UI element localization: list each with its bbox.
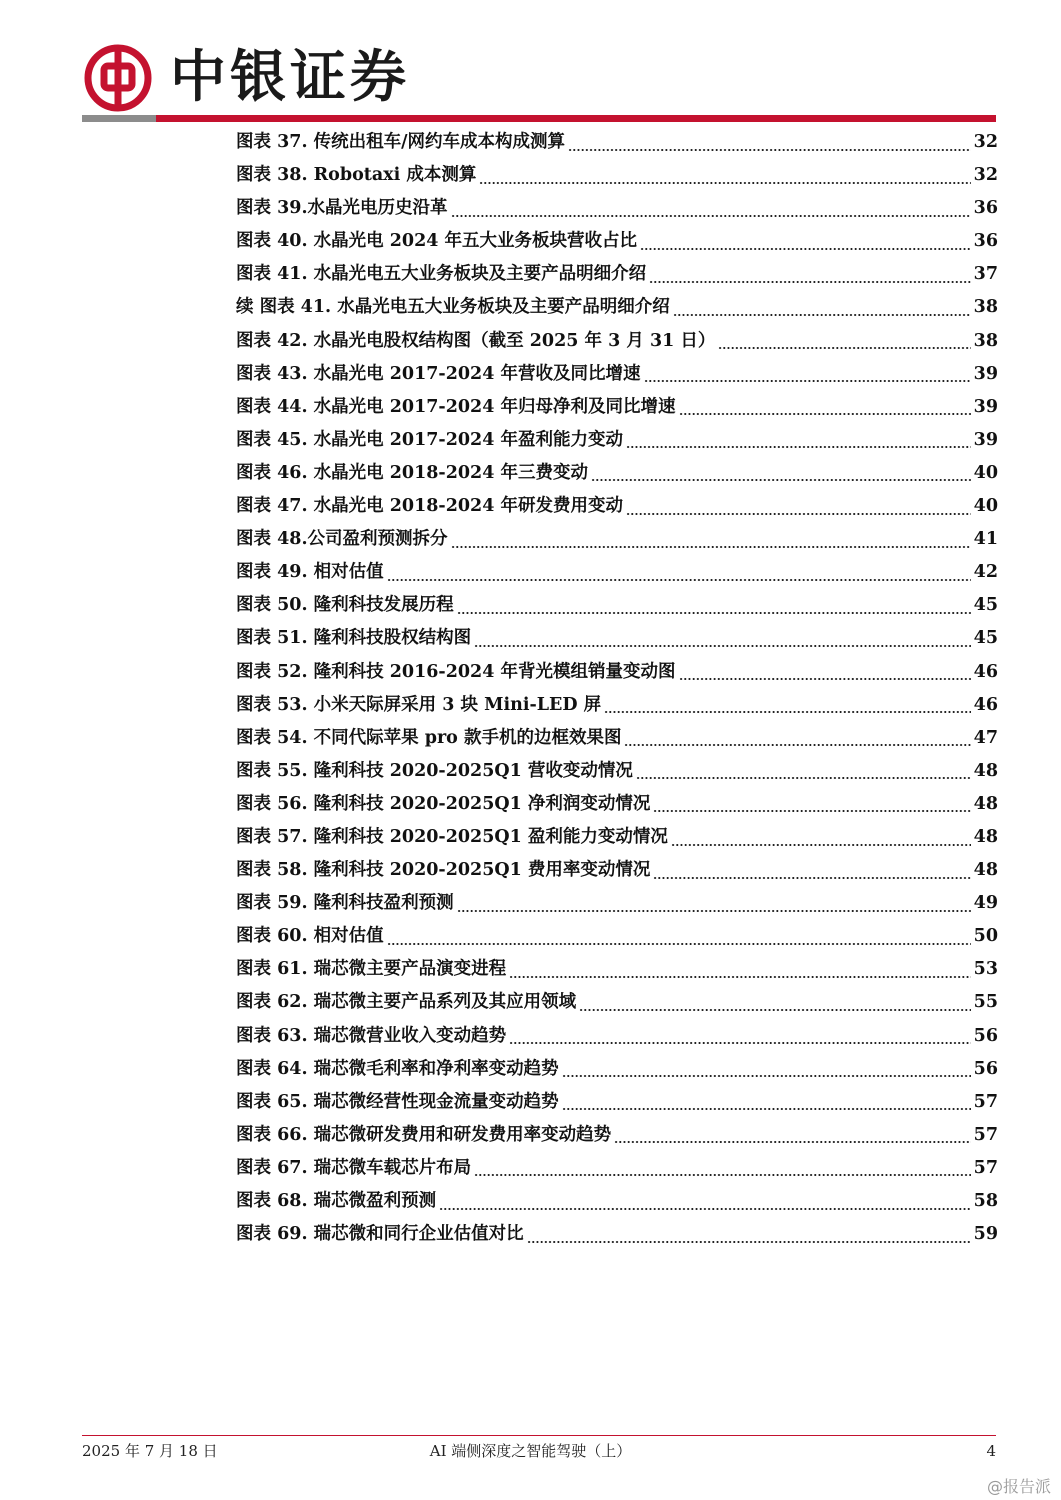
footer-title: AI 端侧深度之智能驾驶（上） xyxy=(429,1442,632,1460)
toc-dot-leader xyxy=(626,513,971,515)
toc-entry-page: 49 xyxy=(973,893,998,914)
toc-entry-label: 图表 43. 水晶光电 2017-2024 年营收及同比增速 xyxy=(236,363,641,384)
toc-entry[interactable] xyxy=(236,887,998,920)
toc-entry-label: 图表 41. 水晶光电五大业务板块及主要产品明细介绍 xyxy=(236,264,647,285)
toc-dot-leader xyxy=(624,744,970,746)
toc-dot-leader xyxy=(653,810,970,812)
page-header xyxy=(0,0,1061,125)
toc-dot-leader xyxy=(451,215,971,217)
toc-entry-page: 57 xyxy=(973,1091,998,1112)
toc-entry[interactable] xyxy=(236,325,998,358)
toc-dot-leader xyxy=(649,281,971,283)
toc-entry-label: 图表 49. 相对估值 xyxy=(236,562,384,583)
toc-dot-leader xyxy=(479,182,970,184)
toc-entry[interactable] xyxy=(236,358,998,391)
toc-entry-label: 图表 53. 小米天际屏采用 3 块 Mini-LED 屏 xyxy=(236,694,602,715)
toc-dot-leader xyxy=(509,976,971,978)
toc-entry-page: 53 xyxy=(973,959,998,980)
toc-entry-page: 48 xyxy=(973,760,998,781)
toc-dot-leader xyxy=(509,1042,971,1044)
toc-dot-leader xyxy=(562,1108,971,1110)
toc-entry[interactable] xyxy=(236,1020,998,1053)
toc-entry[interactable] xyxy=(236,457,998,490)
toc-dot-leader xyxy=(568,149,971,151)
toc-entry[interactable] xyxy=(236,225,998,258)
toc-entry[interactable] xyxy=(236,788,998,821)
toc-dot-leader xyxy=(604,711,970,713)
toc-dot-leader xyxy=(591,479,971,481)
toc-dot-leader xyxy=(679,413,971,415)
toc-entry-page: 48 xyxy=(973,826,998,847)
toc-entry-page: 55 xyxy=(973,992,998,1013)
toc-entry-page: 57 xyxy=(973,1157,998,1178)
toc-entry-page: 40 xyxy=(973,496,998,517)
toc-entry-page: 48 xyxy=(973,793,998,814)
toc-entry-page: 36 xyxy=(973,198,998,219)
toc-entry-label: 图表 63. 瑞芯微营业收入变动趋势 xyxy=(236,1025,507,1046)
toc-dot-leader xyxy=(474,645,971,647)
toc-entry-page: 38 xyxy=(973,330,998,351)
toc-entry-label: 图表 65. 瑞芯微经营性现金流量变动趋势 xyxy=(236,1091,559,1112)
toc-entry[interactable] xyxy=(236,755,998,788)
toc-entry-label: 图表 45. 水晶光电 2017-2024 年盈利能力变动 xyxy=(236,429,623,450)
toc-entry[interactable] xyxy=(236,854,998,887)
toc-entry[interactable] xyxy=(236,523,998,556)
toc-entry-label: 图表 52. 隆利科技 2016-2024 年背光模组销量变动图 xyxy=(236,661,676,682)
toc-entry[interactable] xyxy=(236,556,998,589)
toc-entry[interactable] xyxy=(236,1152,998,1185)
brand-name: 中银证券 xyxy=(170,45,410,110)
toc-entry-label: 图表 64. 瑞芯微毛利率和净利率变动趋势 xyxy=(236,1058,559,1079)
toc-entry[interactable] xyxy=(236,656,998,689)
bank-of-china-logo-icon xyxy=(84,44,152,112)
toc-entry-page: 41 xyxy=(973,529,998,550)
toc-entry[interactable] xyxy=(236,126,998,159)
toc-entry-label: 图表 60. 相对估值 xyxy=(236,926,384,947)
toc-entry-label: 图表 69. 瑞芯微和同行企业估值对比 xyxy=(236,1224,524,1245)
toc-dot-leader xyxy=(457,612,971,614)
toc-dot-leader xyxy=(474,1174,971,1176)
toc-entry-page: 38 xyxy=(973,297,998,318)
toc-dot-leader xyxy=(653,877,970,879)
toc-entry[interactable] xyxy=(236,424,998,457)
footer-rule xyxy=(82,1435,996,1436)
toc-entry[interactable] xyxy=(236,192,998,225)
toc-entry-page: 46 xyxy=(973,694,998,715)
toc-dot-leader xyxy=(451,546,971,548)
toc-entry-page: 48 xyxy=(973,860,998,881)
toc-entry-page: 50 xyxy=(973,926,998,947)
toc-entry-page: 47 xyxy=(973,727,998,748)
toc-dot-leader xyxy=(387,943,971,945)
toc-entry-page: 59 xyxy=(973,1224,998,1245)
footer-date: 2025 年 7 月 18 日 xyxy=(82,1442,218,1460)
toc-entry[interactable] xyxy=(236,953,998,986)
toc-entry-page: 39 xyxy=(973,429,998,450)
toc-entry-label: 图表 47. 水晶光电 2018-2024 年研发费用变动 xyxy=(236,496,623,517)
toc-dot-leader xyxy=(626,446,971,448)
toc-entry-label: 图表 66. 瑞芯微研发费用和研发费用率变动趋势 xyxy=(236,1124,612,1145)
toc-entry[interactable] xyxy=(236,258,998,291)
toc-entry-label: 图表 58. 隆利科技 2020-2025Q1 费用率变动情况 xyxy=(236,860,651,881)
toc-entry[interactable] xyxy=(236,490,998,523)
toc-entry[interactable] xyxy=(236,722,998,755)
header-rule-gray xyxy=(82,115,156,122)
toc-dot-leader xyxy=(614,1141,971,1143)
toc-dot-leader xyxy=(644,380,971,382)
toc-entry[interactable] xyxy=(236,391,998,424)
toc-entry[interactable] xyxy=(236,821,998,854)
toc-entry[interactable] xyxy=(236,1053,998,1086)
toc-entry-page: 32 xyxy=(973,165,998,186)
toc-dot-leader xyxy=(640,248,971,250)
toc-entry-page: 42 xyxy=(973,562,998,583)
toc-entry[interactable] xyxy=(236,986,998,1019)
toc-entry-label: 图表 55. 隆利科技 2020-2025Q1 营收变动情况 xyxy=(236,760,633,781)
toc-entry[interactable] xyxy=(236,1119,998,1152)
toc-entry-page: 36 xyxy=(973,231,998,252)
toc-entry-label: 图表 40. 水晶光电 2024 年五大业务板块营收占比 xyxy=(236,231,638,252)
toc-entry-label: 图表 50. 隆利科技发展历程 xyxy=(236,595,454,616)
toc-entry-label: 图表 42. 水晶光电股权结构图（截至 2025 年 3 月 31 日） xyxy=(236,330,716,351)
toc-dot-leader xyxy=(718,347,970,349)
toc-entry-page: 45 xyxy=(973,628,998,649)
toc-entry-label: 图表 54. 不同代际苹果 pro 款手机的边框效果图 xyxy=(236,727,622,748)
toc-entry-label: 图表 56. 隆利科技 2020-2025Q1 净利润变动情况 xyxy=(236,793,651,814)
toc-entry[interactable] xyxy=(236,920,998,953)
toc-dot-leader xyxy=(439,1208,971,1210)
toc-entry[interactable] xyxy=(236,291,998,324)
toc-entry-label: 图表 62. 瑞芯微主要产品系列及其应用领域 xyxy=(236,992,577,1013)
toc-entry-label: 图表 67. 瑞芯微车载芯片布局 xyxy=(236,1157,472,1178)
toc-entry-label: 续 图表 41. 水晶光电五大业务板块及主要产品明细介绍 xyxy=(236,297,670,318)
toc-entry-page: 32 xyxy=(973,132,998,152)
toc-entry-label: 图表 48.公司盈利预测拆分 xyxy=(236,529,448,550)
toc-dot-leader xyxy=(636,777,971,779)
toc-dot-leader xyxy=(457,910,971,912)
footer-page-number: 4 xyxy=(986,1442,996,1460)
toc-entry-page: 45 xyxy=(973,595,998,616)
toc-entry[interactable] xyxy=(236,622,998,655)
toc-entry-label: 图表 59. 隆利科技盈利预测 xyxy=(236,893,454,914)
toc-dot-leader xyxy=(387,579,971,581)
toc-entry-page: 46 xyxy=(973,661,998,682)
toc-entry-label: 图表 51. 隆利科技股权结构图 xyxy=(236,628,472,649)
toc-entry[interactable] xyxy=(236,1086,998,1119)
toc-entry-page: 56 xyxy=(973,1058,998,1079)
toc-entry-label: 图表 57. 隆利科技 2020-2025Q1 盈利能力变动情况 xyxy=(236,826,668,847)
toc-entry-label: 图表 37. 传统出租车/网约车成本构成测算 xyxy=(236,132,566,152)
toc-entry[interactable] xyxy=(236,1218,998,1251)
toc-dot-leader xyxy=(673,314,971,316)
toc-entry-page: 39 xyxy=(973,396,998,417)
header-rule-red xyxy=(156,115,996,122)
toc-entry[interactable] xyxy=(236,1185,998,1218)
toc-entry-page: 39 xyxy=(973,363,998,384)
toc-entry-label: 图表 39.水晶光电历史沿革 xyxy=(236,198,448,219)
toc-entry-page: 57 xyxy=(973,1124,998,1145)
toc-dot-leader xyxy=(679,678,971,680)
toc-entry-page: 40 xyxy=(973,462,998,483)
toc-entry-page: 37 xyxy=(973,264,998,285)
toc-entry-label: 图表 38. Robotaxi 成本测算 xyxy=(236,165,477,186)
figure-index-list xyxy=(236,126,998,1251)
watermark: @报告派 xyxy=(986,1477,1051,1496)
toc-entry-page: 58 xyxy=(973,1191,998,1211)
toc-dot-leader xyxy=(671,844,971,846)
toc-entry-label: 图表 46. 水晶光电 2018-2024 年三费变动 xyxy=(236,462,588,483)
toc-entry[interactable] xyxy=(236,159,998,192)
toc-entry[interactable] xyxy=(236,589,998,622)
toc-dot-leader xyxy=(527,1241,971,1243)
toc-entry-page: 56 xyxy=(973,1025,998,1046)
toc-entry-label: 图表 44. 水晶光电 2017-2024 年归母净利及同比增速 xyxy=(236,396,676,417)
toc-entry-label: 图表 61. 瑞芯微主要产品演变进程 xyxy=(236,959,507,980)
toc-entry[interactable] xyxy=(236,689,998,722)
toc-dot-leader xyxy=(579,1009,971,1011)
toc-entry-label: 图表 68. 瑞芯微盈利预测 xyxy=(236,1191,437,1211)
toc-dot-leader xyxy=(562,1075,971,1077)
